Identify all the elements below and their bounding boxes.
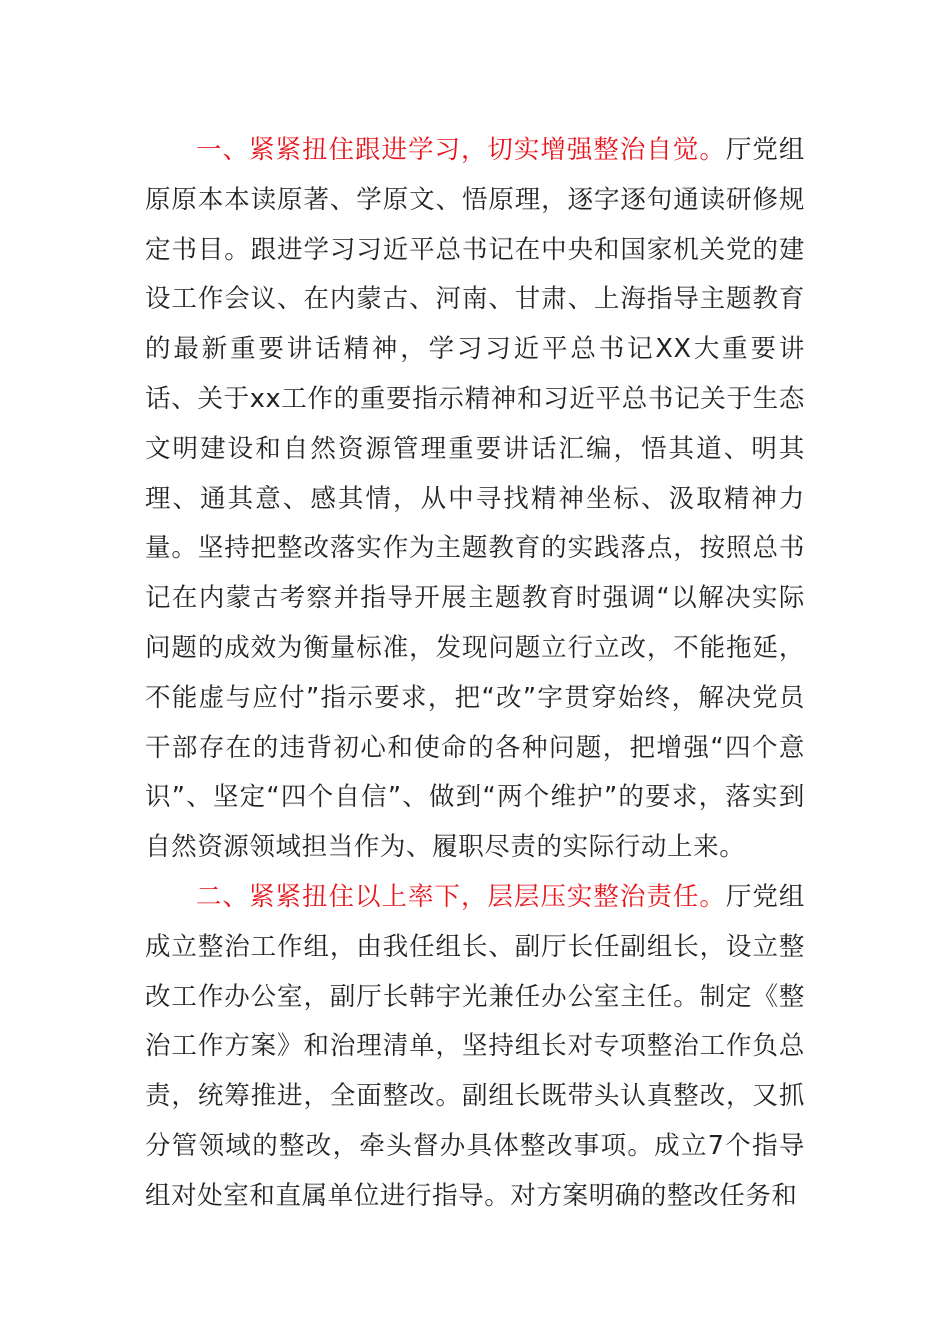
paragraph-1 (145, 126, 805, 873)
document-body (145, 126, 805, 1222)
paragraph-2 (145, 873, 805, 1222)
section-body-2: 厅党组成立整治工作组，由我任组长、副厅长任副组长，设立整改工作办公室，副厅长韩宇光兼任办公室主任。制定《整治工作方案》和治理清单，坚持组长对专项整治工作负总责，统筹推进，全面整改。副组长既带头认真整改，又抓分管领域的整改，牵头督办具体整改事项。成立7个指导组对处室和直属单位进行指导。对方案明确的整改任务和 (145, 881, 805, 1211)
section-heading-2: 二、紧紧扭住以上率下，层层压实整治责任。 (196, 881, 726, 912)
section-body-1: 厅党组原原本本读原著、学原文、悟原理，逐字逐句通读研修规定书目。跟进学习习近平总书记在中央和国家机关党的建设工作会议、在内蒙古、河南、甘肃、上海指导主题教育的最新重要讲话精神，学习习近平总书记XX大重要讲话、关于xx工作的重要指示精神和习近平总书记关于生态文明建设和自然资源管理重要讲话汇编，悟其道、明其理、通其意、感其情，从中寻找精神坐标、汲取精神力量。坚持把整改落实作为主题教育的实践落点，按照总书记在内蒙古考察并指导开展主题教育时强调“以解决实际问题的成效为衡量标准，发现问题立行立改，不能拖延，不能虚与应付”指示要求，把“改”字贯穿始终，解决党员干部存在的违背初心和使命的各种问题，把增强“四个意识”、坚定“四个自信”、做到“两个维护”的要求，落实到自然资源领域担当作为、履职尽责的实际行动上来。 (145, 135, 805, 863)
section-heading-1: 一、紧紧扭住跟进学习，切实增强整治自觉。 (196, 135, 726, 165)
